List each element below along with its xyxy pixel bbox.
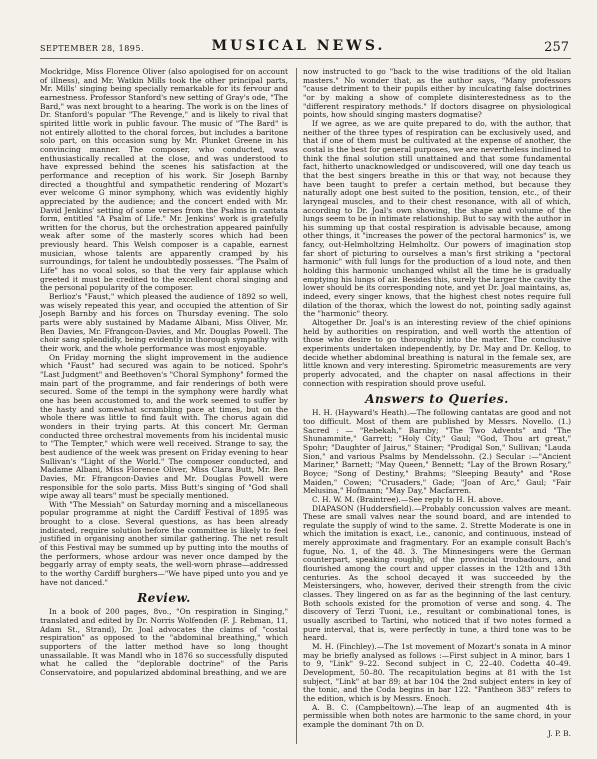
answer-item: H. H. (Hayward's Heath).—The following cantatas are good and not too difficult. Most of them are published by Messrs. Novello. (1.) Sacred : — "Rebekah," Barnby; "The Two Advents" and "The Shunammite," Garrett; "Holy City," Gaul; "God, Thou art great," Spohr; "Daughter of Jairus," Stainer; "Prodigal Son," Sullivan; "Lauda Sion," and various Psalms by Mendelssohn. (2.) Secular :—"Ancient Mariner," Barnett; "May Queen," Bennett; "Lay of the Brown Rosary," Boyce; "Song of Destiny," Brahms; "Sleeping Beauty" and "Rose Maiden," Cowen; "Crusaders," Gade; "Joan of Arc," Gaul; "Fair Melusina," Hofmann; "May Day," Macfarren. — [303, 408, 571, 496]
answers-heading: Answers to Queries. — [365, 392, 509, 407]
issue-date: SEPTEMBER 28, 1895. — [40, 44, 145, 53]
answer-item: A. B. C. (Campbeltown).—The leap of an augmented 4th is permissible when both notes are harmonic to the same chord, in your example the dominant 7th on D. — [303, 702, 571, 729]
left-column — [40, 68, 288, 678]
paragraph: Mockridge, Miss Florence Oliver (also apologised for on account of illness), and Mr. Watkin Mills took the other principal parts, Mr. Mills' singing being specially remarkable for its fervour and earnestness. Professor Stanford's new setting of Gray's ode, "The Bard," was next brought to a hearing. The work is on the lines of Dr. Stanford's popular "The Revenge," and is likely to rival that spirited little work in public favour. The music of "The Bard" is not entirely allotted to the choral forces, but includes a baritone solo part, on this occasion sung by Mr. Plunket Greene in his convincing manner. The composer, who conducted, was enthusiastically recalled at the close, and was understood to have expressed behind the scenes his satisfaction at the performance and reception of his work. Sir Joseph Barnby directed a thoughtful and sympathetic rendering of Mozart's ever welcome G minor symphony, which was evidently highly appreciated by the audience; and the concert ended with Mr. David Jenkins' setting of some verses from the Psalms in cantata form, entitled "A Psalm of Life." Mr. Jenkins' work is gratefully written for the chorus, but the orchestration appeared painfully weak after some of the masterly scores which had been previously heard. This Welsh composer is a capable, earnest musician, whose talents are apparently cramped by his surroundings, for talent he undoubtedly possesses. "The Psalm of Life" has no vocal solos, so that the very fair applause which greeted it must be credited to the excellent choral singing and the personal popularity of the composer. — [40, 67, 288, 293]
column-divider — [296, 68, 297, 744]
right-column — [303, 68, 571, 738]
paragraph: On Friday morning the slight improvement in the audience which "Faust" had secured was again to be noticed. Spohr's "Last Judgment" and Beethoven's "Choral Symphony" formed the main part of the programme, and fair renderings of both were secured. Some of the tempi in the symphony were hardly what one has been accustomed to, and the work seemed to suffer by the hasty and somewhat scrambling pace at times, but on the whole there was little to find fault with. The chorus again did wonders in their trying parts. At this concert Mr. German conducted three orchestral movements from his incidental music to "The Tempter," which were well received. Strange to say, the best audience of the week was present on Friday evening to hear Sullivan's "Light of the World." The composer conducted, and Madame Albani, Miss Florence Oliver, Miss Clara Butt, Mr. Ben Davies, Mr. Ffrangcon-Davies and Mr. Douglas Powell were responsible for the solo parts. Miss Butt's singing of "God shall wipe away all tears" must be specially mentioned. — [40, 352, 288, 501]
paragraph: If we agree, as we are quite prepared to do, with the author, that neither of the three types of respiration can be exclusively used, and that if one of them must be cultivated at the expense of another, the costal is the best for general purposes, we are nevertheless inclined to think the final solution still unattained and that some fundamental fact, hitherto unacknowledged or undiscovered, will one day teach us that the best singers breathe in this or that way, not because they have been taught to prefer a certain method, but because they naturally adopt one best suited to the position, tension, etc., of their laryngeal muscles, and to their chest resonance, with all of which, according to Dr. Joal's own showing, the shape and volume of the lungs seem to be in intimate relationship. But to say with the author in his summing up that costal respiration is advisable because, among other things, it "increases the power of the pectoral harmonics" is, we fancy, out-Helmholtzing Helmholtz. Our powers of imagination stop far short of picturing to ourselves a man's first striking a "pectoral harmonic" with full lungs for the production of a loud note, and then holding this harmonic unchanged whilst all the time he is gradually emptying his lungs of air. Besides this, surely the larger the cavity the lower should be its corresponding note, and yet Dr. Joal maintains, as, indeed, every singer knows, that the highest chest notes require full dilation of the thorax, which the lowest do not, pointing sadly against the "harmonic" theory. — [303, 118, 571, 319]
page-header — [0, 0, 597, 60]
review-heading: Review. — [137, 591, 191, 606]
paragraph: now instructed to go "back to the wise traditions of the old Italian masters." No wonder that, as the author says, "Many professors "cause detriment to their pupils either by inculcating false doctrines "or by making a show of complete disinterestedness as to the "different respiratory methods." If doctors disagree on physiological points, how should singing masters dogmatise? — [303, 67, 571, 120]
header-rule — [40, 58, 571, 59]
paragraph: In a book of 200 pages, 8vo., "On respiration in Singing," translated and edited by Dr. Norris Wolfenden (F. J. Rebman, 11, Adam St., Strand), Dr. Joal advocates the claims of "costal respiration" as opposed to the "abdominal breathing," which supporters of the latter method have so long thought unassailable. It was Mandl who in 1876 so successfully disputed what he called the "deplorable doctrine" of the Paris Conservatoire, and popularized abdominal breathing, and we are — [40, 607, 288, 677]
paragraph: Altogether Dr. Joal's is an interesting review of the chief opinions held by authorities on respiration, and well worth the attention of those who desire to go thoroughly into the matter. The conclusive experiments undertaken independently, by Dr. May and Dr. Kellog, to decide whether abdominal breathing is natural in the female sex, are little known and very interesting. Spirometric measurements are very properly advocated, and the chapter on nasal affections in their connection with respiration should prove useful. — [303, 318, 571, 388]
answer-item: DIAPASON (Huddersfield).—Probably concussion valves are meant. These are small valves near the sound board, and are intended to regulate the supply of wind to the same. 2. Strette Moderate is one in which the imitation is exact, i.e., canonic, and continuous, instead of merely approximate and fragmentary. For an example consult Bach's fugue, No. 1, of the 48. 3. The Minnesingers were the German counterpart, speaking roughly, of the provincial troubadours, and flourished among the court and upper classes in the 12th and 13th centuries. As the school decayed it was succeeded by the Meistersingers, who, however, derived their strength from the civic classes. They lingered on as far as the beginning of the last century. Both schools existed for the promotion of verse and song. 4. The discovery of Terzi Tuoni, i.e., resultant or combinational tones, is usually ascribed to Tartini, who noticed that if two notes formed a pure interval, that is, were perfectly in tune, a third tone was to be heard. — [303, 503, 571, 643]
answer-item: C. H. W. M. (Braintree).—See reply to H. H. above. — [312, 494, 504, 504]
answer-item: M. H. (Finchley).—The 1st movement of Mozart's sonata in A minor may be briefly analysed as follows :—First subject in A minor, bars 1 to 9, "Link" 9–22. Second subject in C, 22–40. Codetta 40–49. Development, 50–80. The recapitulation begins at 81 with the 1st subject, "Link" at bar 89; at bar 104 the 2nd subject enters in key of the tonic, and the Coda begins in bar 122. "Pantheon 383" refers to the edition, which is by Messrs. Enoch. — [303, 642, 571, 703]
paragraph: Berlioz's "Faust," which pleased the audience of 1892 so well, was wisely repeated this year, and occupied the attention of Sir Joseph Barnby and his forces on Thursday evening. The solo parts were ably sustained by Madame Albani, Miss Oliver, Mr. Ben Davies, Mr. Ffrangcon-Davies, and Mr. Douglas Powell. The choir sang splendidly, being evidently in thorough sympathy with their work, and the whole performance was most enjoyable. — [40, 292, 288, 353]
signature: J. P. B. — [547, 728, 571, 738]
publication-title: MUSICAL NEWS. — [211, 38, 386, 54]
paragraph: With "The Messiah" on Saturday morning and a miscellaneous popular programme at night the Cardiff Festival of 1895 was brought to a close. Several questions, as has been already indicated, require solution before the committee is likely to feel justified in organising another similar gathering. The net result of this Festival may be summed up by putting into the mouths of the performers, whose ardour was never once damped by the beggarly array of empty seats, the well-worn phrase—addressed to the worthy Cardiff burghers—"We have piped unto you and ye have not danced." — [40, 499, 288, 587]
page-number: 257 — [544, 40, 569, 55]
